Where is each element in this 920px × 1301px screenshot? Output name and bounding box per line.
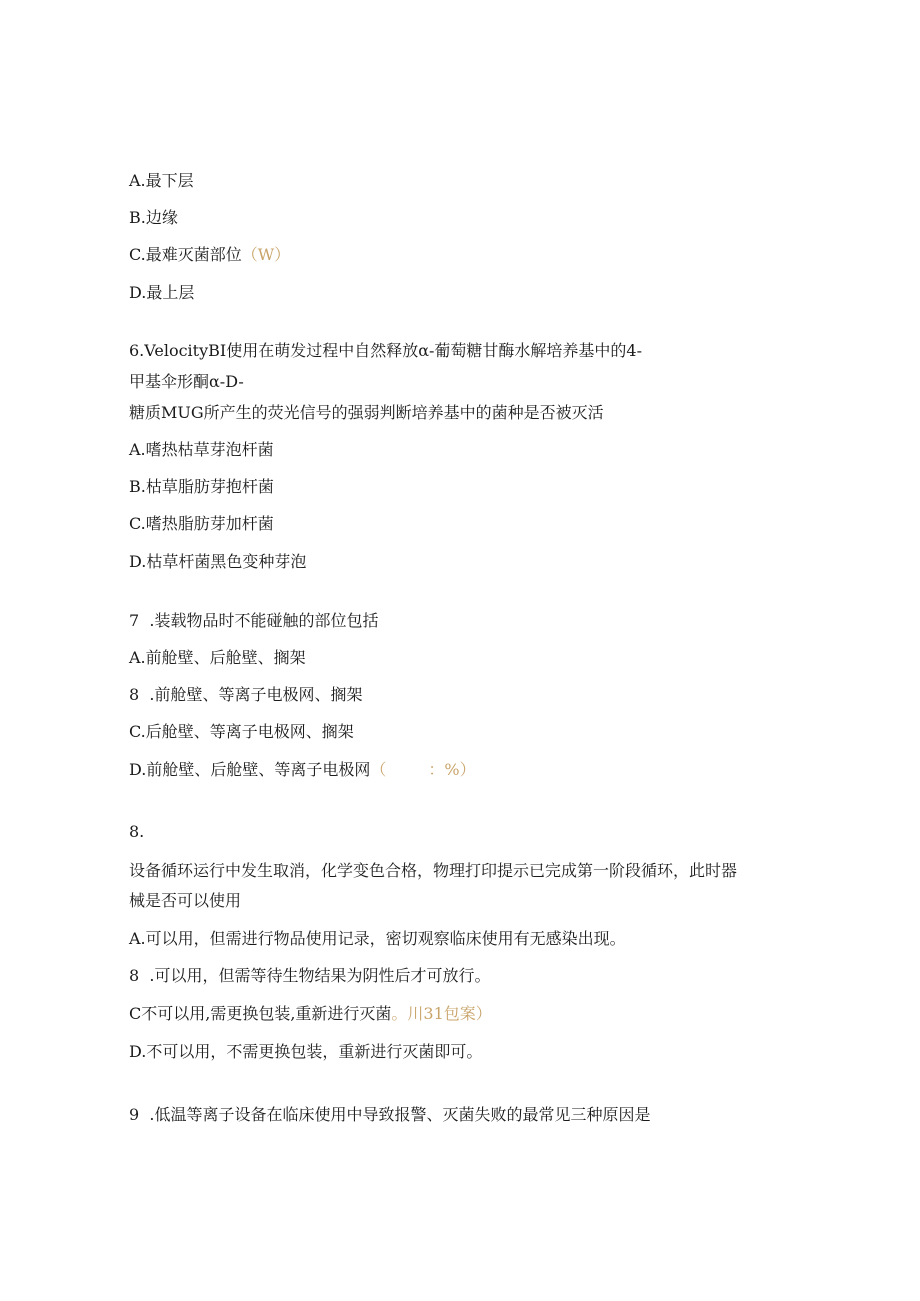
q7-option-b: 8 .前舱壁、等离子电极网、搁架: [129, 685, 363, 704]
q8-answer-mark: 。川31包案）: [391, 1004, 492, 1023]
q5-option-b: B.边缘: [129, 208, 178, 227]
q8-option-b: 8 .可以用，但需等待生物结果为阴性后才可放行。: [129, 966, 491, 985]
q6-stem-line-1: 6.VelocityBI使用在萌发过程中自然释放α-葡萄糖甘酶水解培养基中的4-: [129, 341, 642, 360]
q8-stem-line-1: 设备循环运行中发生取消，化学变色合格，物理打印提示已完成第一阶段循环，此时器: [129, 861, 738, 880]
q7-stem: 7 .装载物品时不能碰触的部位包括: [129, 611, 379, 630]
q5-option-c-text: C.最难灭菌部位: [129, 245, 242, 264]
q5-option-d: D.最上层: [129, 283, 195, 302]
q8-number: 8.: [129, 822, 145, 841]
q7-option-c: C.后舱壁、等离子电极网、搁架: [129, 722, 354, 741]
q5-option-a: A.最下层: [129, 171, 194, 190]
q8-option-c: [129, 1004, 492, 1024]
q8-option-a: A.可以用，但需进行物品使用记录，密切观察临床使用有无感染出现。: [129, 929, 626, 948]
q8-option-d: D.不可以用，不需更换包装，重新进行灭菌即可。: [129, 1042, 483, 1061]
q7-option-a: A.前舱壁、后舱壁、搁架: [129, 648, 306, 667]
q8-stem-line-2: 械是否可以使用: [129, 891, 242, 910]
q7-option-d: [129, 760, 476, 780]
q7-answer-close: ：%）: [428, 760, 476, 779]
q7-option-d-text: D.前舱壁、后舱壁、等离子电极网: [129, 760, 371, 779]
q8-option-c-text: C不可以用,需更换包装,重新进行灭菌: [129, 1004, 392, 1023]
q6-option-b: B.枯草脂肪芽抱杆菌: [129, 477, 274, 496]
q9-stem: 9 .低温等离子设备在临床使用中导致报警、灭菌失败的最常见三种原因是: [129, 1105, 651, 1124]
q6-option-a: A.嗜热枯草芽泡杆菌: [129, 440, 274, 459]
q5-answer-mark: （W）: [241, 245, 291, 264]
q6-stem-line-3: 糖质MUG所产生的荧光信号的强弱判断培养基中的菌种是否被灭活: [129, 403, 604, 422]
q7-answer-open: （: [370, 760, 387, 779]
q5-option-c: [129, 245, 290, 265]
q6-option-c: C.嗜热脂肪芽加杆菌: [129, 514, 274, 533]
q6-stem-line-2: 甲基伞形酮α-D-: [129, 372, 244, 391]
q6-option-d: D.枯草杆菌黑色变种芽泡: [129, 552, 307, 571]
